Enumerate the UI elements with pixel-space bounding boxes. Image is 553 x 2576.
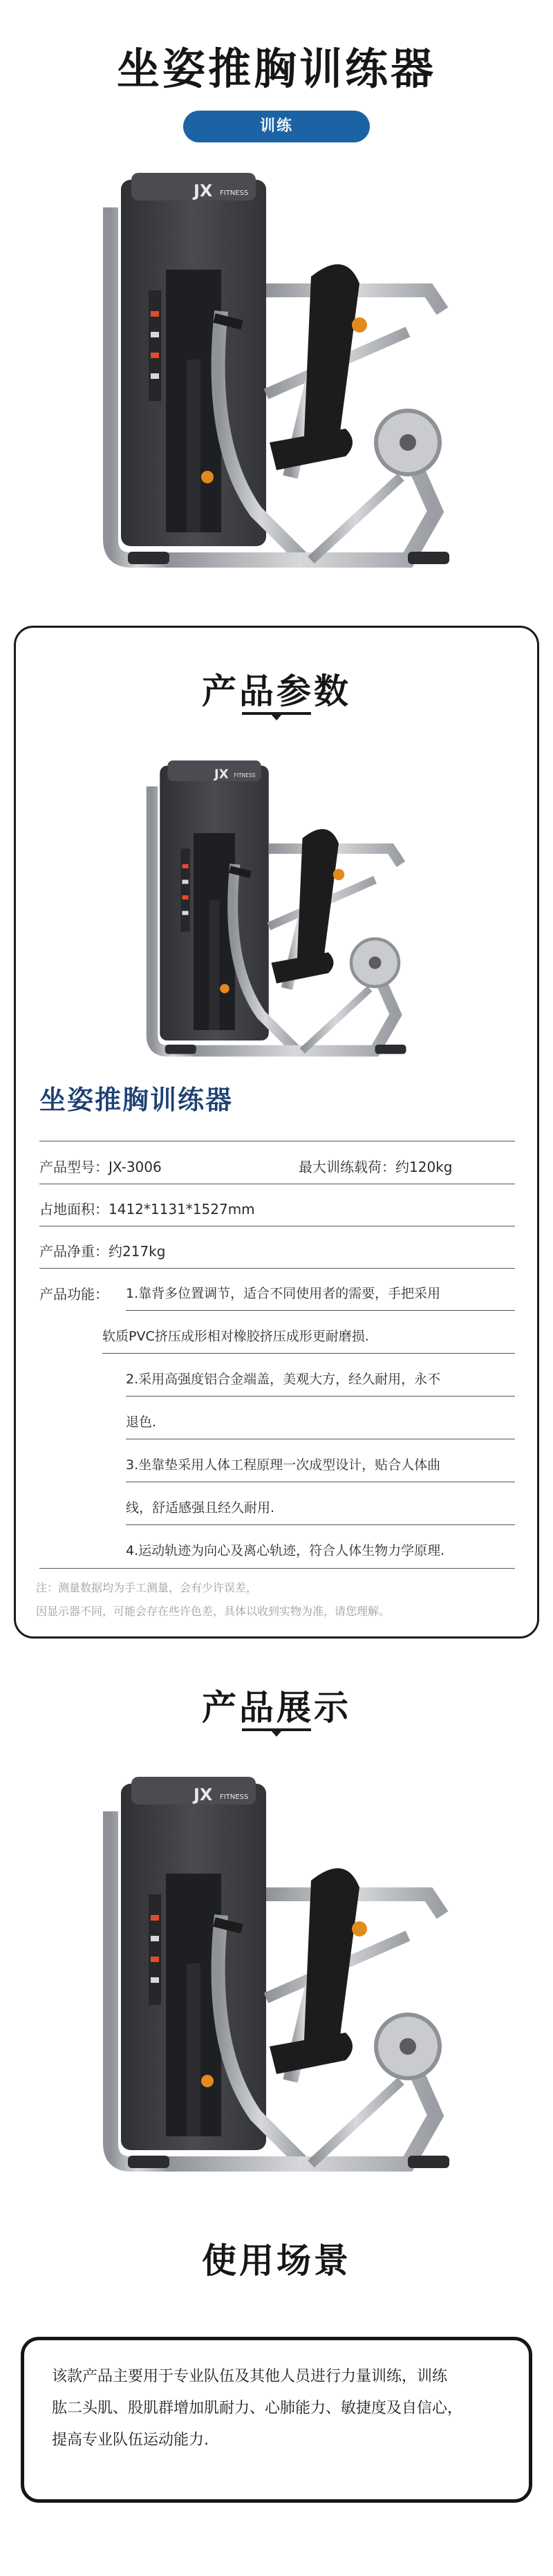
scene-section-title: 使用场景 [202,2241,351,2281]
maxload-value: 约120kg [395,1159,453,1175]
function-line-3: 2.采用高强度铝合金端盖，美观大方，经久耐用，永不 [126,1372,441,1387]
brand-logo: JX [194,181,213,200]
model-label: 产品型号： [39,1159,109,1175]
brand-logo: JX [214,767,229,782]
params-section-title: 产品参数 [202,671,351,711]
category-tag[interactable]: 训练 [183,111,370,142]
area-value: 1412*1131*1527mm [109,1201,255,1217]
function-label: 产品功能： [39,1286,109,1303]
product-hero-image [83,152,470,581]
product-display-image [83,1756,470,2185]
scene-description-line: 提高专业队伍运动能力. [52,2432,209,2449]
weight-value: 约217kg [109,1243,166,1260]
spec-divider [126,1310,515,1311]
product-name: 坐姿推胸训练器 [39,1085,234,1115]
spec-divider [102,1353,515,1354]
scene-description-line: 肱二头肌、股肌群增加肌耐力、心肺能力、敏捷度及自信心， [52,2400,463,2417]
function-line-6: 线，舒适感强且经久耐用. [126,1500,275,1515]
function-line-7: 4.运动轨迹为向心及离心轨迹，符合人体生物力学原理. [126,1543,445,1558]
model-value: JX-3006 [109,1159,162,1175]
params-title-underline [242,712,311,716]
measurement-note: 注：测量数据均为手工测量，会有少许误差， [36,1581,258,1594]
area-label: 占地面积： [39,1201,109,1217]
function-line-5: 3.坐靠垫采用人体工程原理一次成型设计，贴合人体曲 [126,1457,441,1473]
color-note: 因显示器不同，可能会存在些许色差，具体以收到实物为准，请您理解。 [36,1605,391,1618]
spec-divider [126,1396,515,1397]
product-params-image [131,733,422,1079]
scene-description-box [21,2337,532,2503]
spec-divider [126,1524,515,1525]
spec-divider [39,1568,515,1569]
brand-logo: JX [194,1785,213,1804]
brand-logo-sub: FITNESS [220,1793,249,1801]
function-line-2: 软质PVC挤压成形相对橡胶挤压成形更耐磨损. [102,1329,369,1344]
function-line-1: 1.靠背多位置调节，适合不同使用者的需要，手把采用 [126,1286,441,1301]
brand-logo-sub: FITNESS [220,189,249,197]
weight-label: 产品净重： [39,1243,109,1260]
display-section-title: 产品展示 [202,1688,351,1728]
display-title-underline [242,1728,311,1733]
spec-divider [39,1268,515,1269]
page-title: 坐姿推胸训练器 [116,44,436,94]
spec-row-area [39,1198,515,1218]
function-line-4: 退色. [126,1415,157,1430]
brand-logo-sub: FITNESS [234,772,256,778]
spec-row-model [39,1156,515,1176]
scene-description-line: 该款产品主要用于专业队伍及其他人员进行力量训练，训练 [52,2368,448,2385]
maxload-label: 最大训练载荷： [299,1159,395,1175]
spec-row-weight [39,1240,515,1260]
